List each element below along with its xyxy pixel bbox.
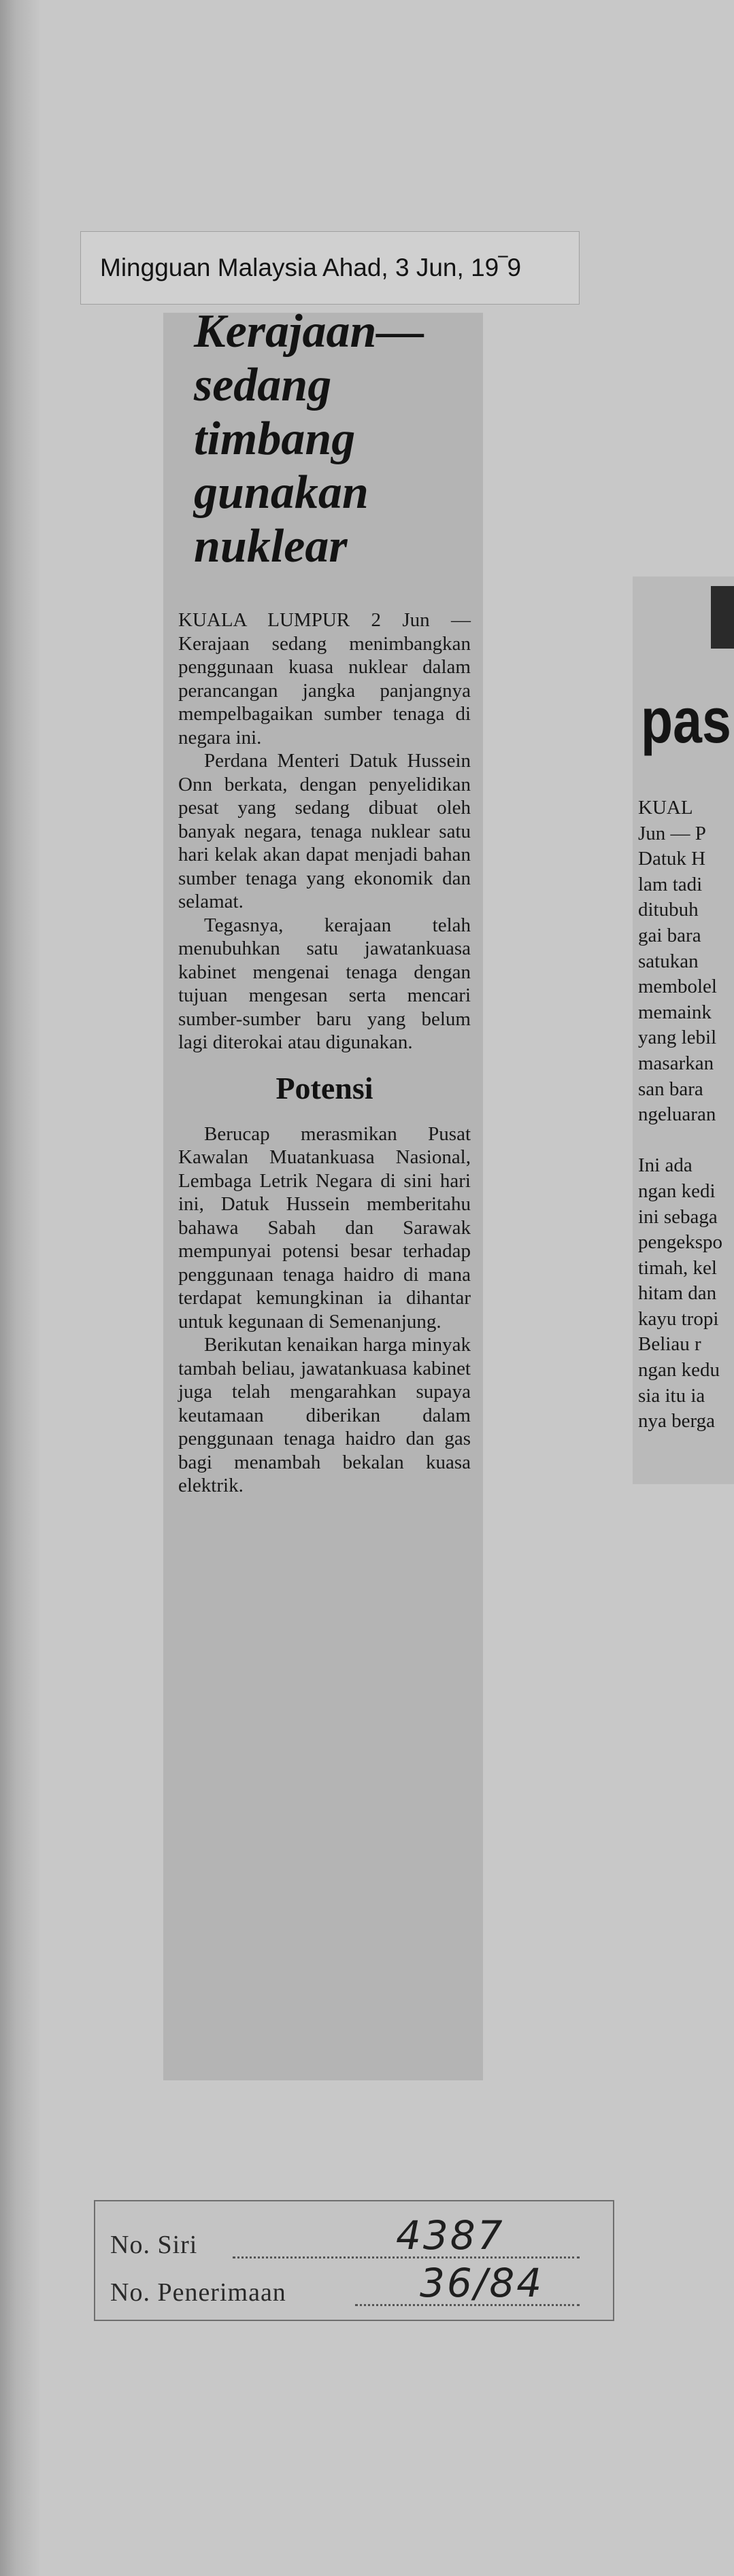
headline-line-1: Kerajaan— (194, 305, 424, 358)
adjacent-line: sia itu ia (638, 1384, 705, 1407)
article-paragraph: Berikutan kenaikan harga minyak tambah beliau, jawatankuasa kabinet juga telah mengarahkan supaya keutamaan diberikan dalam penggunaan tenaga haidro dan gas bagi menambah bekalan kuasa elektrik. (178, 1334, 471, 1496)
headline-line-5: nuklear (194, 520, 348, 572)
penerimaan-value: 36/84 (420, 2260, 544, 2306)
article-headline (194, 305, 493, 573)
siri-value: 4387 (396, 2212, 505, 2259)
adjacent-line: pengekspo (638, 1231, 723, 1254)
adjacent-line: hitam dan (638, 1282, 717, 1305)
article-paragraph: Perdana Menteri Datuk Hussein Onn berkata, dengan penyelidikan pesat yang sedang dibuat oleh banyak negara, tenaga nuklear satu hari kelak akan dapat menjadi bahan sumber tenaga yang ekonomik dan selamat. (178, 750, 471, 912)
adjacent-line: ditubuh (638, 899, 699, 921)
archive-reference-card (94, 2200, 614, 2321)
article-subhead: Potensi (276, 1070, 373, 1105)
newspaper-masthead (80, 231, 580, 305)
adjacent-line: masarkan (638, 1052, 714, 1074)
article-paragraph: Berucap merasmikan Pusat Kawalan Muatankuasa Nasional, Lembaga Letrik Negara di sini hari ini, Datuk Hussein memberitahu bahawa Sabah dan Sarawak mempunyai potensi besar terhadap penggunaan tenaga haidro di mana terdapat kemungkinan ia dihantar untuk kegunaan di Semenanjung. (178, 1122, 471, 1333)
adjacent-line: ngeluaran (638, 1103, 716, 1126)
article-paragraph: KUALA LUMPUR 2 Jun — Kerajaan sedang menimbangkan penggunaan kuasa nuklear dalam perancangan jangka panjangnya mempelbagaikan sumber tenaga di negara ini. (178, 609, 471, 749)
adjacent-line: membolel (638, 976, 717, 998)
siri-label: No. Siri (110, 2231, 198, 2259)
adjacent-line: Ini ada (638, 1154, 693, 1177)
siri-row (110, 2212, 600, 2263)
article-paragraph: Tegasnya, kerajaan telah menubuhkan satu jawatankuasa kabinet mengenai tenaga dengan tujuan mengesan serta mencari sumber-sumber baru yang belum lagi diterokai atau digunakan. (178, 914, 471, 1053)
article-body (178, 608, 471, 1498)
headline-line-3: timbang (194, 413, 356, 465)
adjacent-line: ngan kedu (638, 1359, 720, 1381)
penerimaan-row (110, 2260, 600, 2310)
adjacent-line: yang lebil (638, 1027, 717, 1049)
adjacent-line: gai bara (638, 924, 701, 946)
adjacent-line: ini sebaga (638, 1205, 718, 1228)
masthead-text: Mingguan Malaysia Ahad, 3 Jun, 19‾9 (100, 254, 522, 281)
adjacent-line: memaink (638, 1001, 712, 1023)
adjacent-line: san bara (638, 1078, 703, 1100)
adjacent-text (638, 795, 734, 1435)
adjacent-line: ngan kedi (638, 1180, 716, 1202)
adjacent-line: Beliau r (638, 1333, 701, 1356)
adjacent-line: lam tadi (638, 873, 703, 895)
adjacent-line: kayu tropi (638, 1307, 719, 1330)
adjacent-line: Jun — P (638, 822, 706, 844)
adjacent-clipping (633, 577, 734, 1484)
adjacent-line: satukan (638, 950, 699, 972)
adjacent-line: KUAL (638, 797, 693, 819)
adjacent-headline-ink (711, 586, 734, 649)
headline-line-4: gunakan (194, 466, 369, 519)
adjacent-line: Datuk H (638, 848, 706, 870)
adjacent-line: timah, kel (638, 1256, 717, 1279)
adjacent-line: nya berga (638, 1410, 715, 1432)
book-binding (0, 0, 39, 2576)
adjacent-line (638, 1128, 734, 1154)
penerimaan-label: No. Penerimaan (110, 2278, 286, 2307)
adjacent-headline: pas (641, 685, 731, 756)
headline-line-2: sedang (194, 359, 332, 411)
